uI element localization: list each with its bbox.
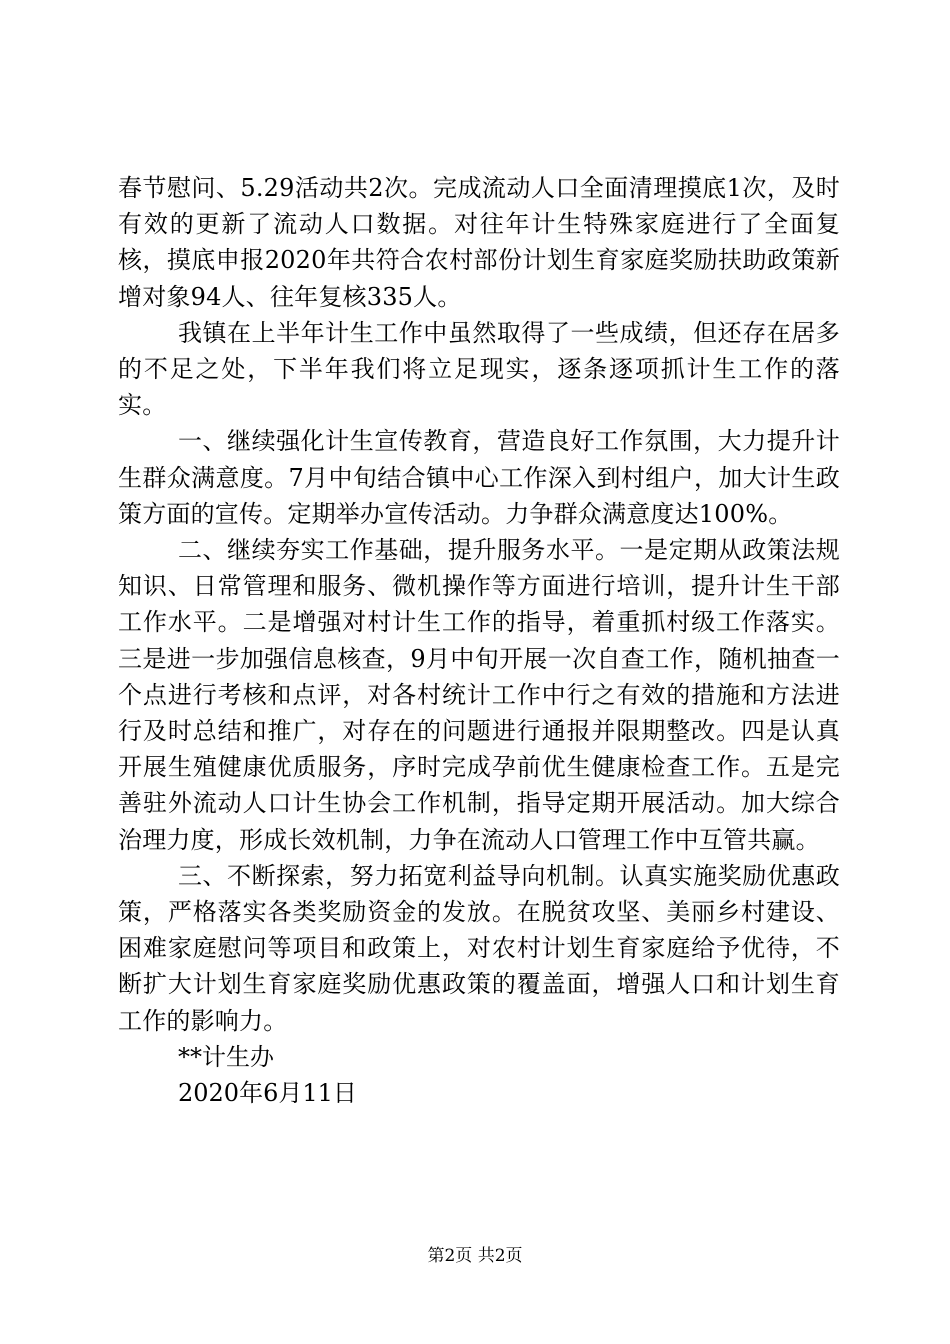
paragraph-1: 春节慰问、5.29活动共2次。完成流动人口全面清理摸底1次，及时有效的更新了流动人口数据。对往年计生特殊家庭进行了全面复核，摸底申报2020年共符合农村部份计划生育家庭奖励扶助政策新增对象94人、往年复核335人。	[118, 174, 840, 311]
paragraph-4: 二、继续夯实工作基础，提升服务水平。一是定期从政策法规知识、日常管理和服务、微机操作等方面进行培训，提升计生干部工作水平。二是增强对村计生工作的指导，着重抓村级工作落实。三是进一步加强信息核查，9月中旬开展一次自查工作，随机抽查一个点进行考核和点评，对各村统计工作中行之有效的措施和方法进行及时总结和推广，对存在的问题进行通报并限期整改。四是认真开展生殖健康优质服务，序时完成孕前优生健康检查工作。五是完善驻外流动人口计生协会工作机制，指导定期开展活动。加大综合治理力度，形成长效机制，力争在流动人口管理工作中互管共赢。	[118, 536, 840, 854]
signature-date: 2020年6月11日	[178, 1079, 357, 1108]
signature-office: **计生办	[178, 1042, 274, 1071]
paragraph-3: 一、继续强化计生宣传教育，营造良好工作氛围，大力提升计生群众满意度。7月中旬结合镇中心工作深入到村组户，加大计生政策方面的宣传。定期举办宣传活动。力争群众满意度达100%。	[118, 427, 840, 528]
paragraph-5: 三、不断探索，努力拓宽利益导向机制。认真实施奖励优惠政策，严格落实各类奖励资金的发放。在脱贫攻坚、美丽乡村建设、困难家庭慰问等项目和政策上，对农村计划生育家庭给予优待，不断扩大计划生育家庭奖励优惠政策的覆盖面，增强人口和计划生育工作的影响力。	[118, 861, 840, 1035]
page-footer: 第2页 共2页	[427, 1246, 523, 1266]
paragraph-2: 我镇在上半年计生工作中虽然取得了一些成绩，但还存在居多的不足之处，下半年我们将立足现实，逐条逐项抓计生工作的落实。	[118, 318, 840, 420]
document-body	[118, 170, 840, 1111]
